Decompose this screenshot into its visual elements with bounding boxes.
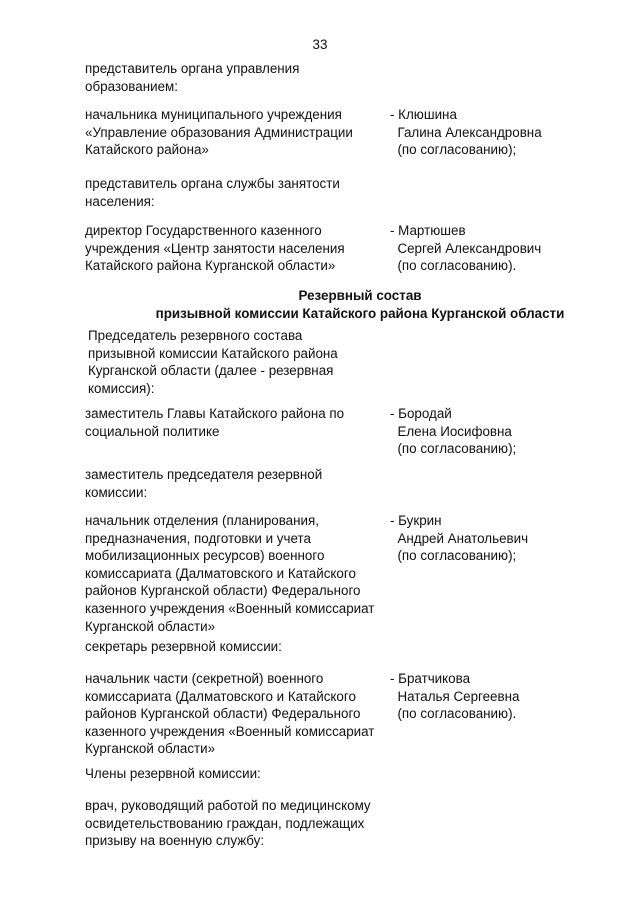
employment-person: - Мартюшев Сергей Александрович (по согласованию). [390,223,542,274]
rep-education-label: представитель органа управления образованием: [85,61,300,94]
education-position: начальника муниципального учреждения «Управление образования Администрации Катайского района» [85,107,353,158]
page-number: 33 [312,37,328,52]
rep-employment-label: представитель органа службы занятости населения: [85,176,340,209]
secretary-person: - Братчикова Наталья Сергеевна (по согласованию). [390,671,520,722]
deputy-position: начальник отделения (планирования, предназначения, подготовки и учета мобилизационных ресурсов) военного комиссариата (Далматовского и Катайского районов Курганской области) Федерального казенного учреждения «Военный комиссариат Курганской области» [85,513,375,634]
members-label: Члены резервной комиссии: [85,766,261,781]
deputy-label: заместитель председателя резервной комиссии: [85,467,323,500]
secretary-label: секретарь резервной комиссии: [85,639,282,654]
reserve-heading: Резервный состав призывной комиссии Катайского района Курганской области [155,288,565,321]
deputy-person: - Букрин Андрей Анатольевич (по согласованию); [390,513,529,564]
chair-position: заместитель Главы Катайского района по социальной политике [85,406,345,439]
education-person: - Клюшина Галина Александровна (по согласованию); [390,107,542,158]
chair-person: - Бородай Елена Иосифовна (по согласованию); [390,406,517,457]
secretary-position: начальник части (секретной) военного комиссариата (Далматовского и Катайского районов Курганской области) Федерального казенного учреждения «Военный комиссариат Курганской области» [85,671,375,757]
doctor-position: врач, руководящий работой по медицинскому освидетельствованию граждан, подлежащих призыву на военную службу: [85,798,371,849]
employment-position: директор Государственного казенного учреждения «Центр занятости населения Катайского района Курганской области» [85,223,345,274]
chair-label: Председатель резервного состава призывной комиссии Катайского района Курганской области (далее - резервная комиссия): [88,328,338,396]
